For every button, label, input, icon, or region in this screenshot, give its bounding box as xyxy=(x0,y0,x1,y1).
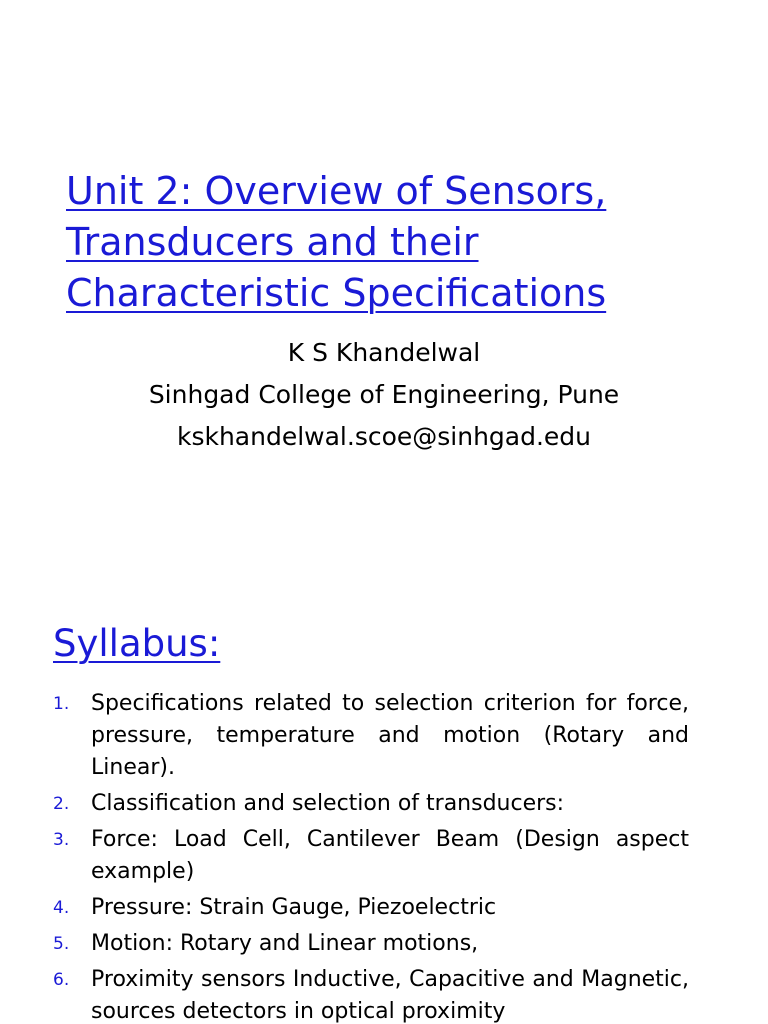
title-line-2[interactable]: Transducers and their xyxy=(66,220,479,264)
institution-name: Sinhgad College of Engineering, Pune xyxy=(148,380,620,409)
list-item-text: Specifications related to selection criterion for force, pressure, temperature and motion (Rotary and Linear). xyxy=(91,691,689,780)
list-item-number: 5. xyxy=(53,934,70,954)
list-item xyxy=(53,892,689,924)
list-item-number: 4. xyxy=(53,898,70,918)
title-line-1[interactable]: Unit 2: Overview of Sensors, xyxy=(66,169,607,213)
syllabus-slide xyxy=(0,600,768,1024)
syllabus-list xyxy=(53,688,689,1024)
list-item xyxy=(53,964,689,1024)
list-item-number: 1. xyxy=(53,694,70,714)
title-line-3[interactable]: Characteristic Specifications xyxy=(66,271,607,315)
syllabus-heading[interactable]: Syllabus: xyxy=(53,622,221,665)
list-item-text: Proximity sensors Inductive, Capacitive and Magnetic, sources detectors in optical proximity xyxy=(91,967,689,1024)
list-item-text: Motion: Rotary and Linear motions, xyxy=(91,931,479,956)
list-item xyxy=(53,928,689,960)
author-block xyxy=(0,332,768,458)
list-item-text: Classification and selection of transducers: xyxy=(91,791,565,816)
list-item xyxy=(53,824,689,888)
list-item xyxy=(53,688,689,784)
list-item-text: Pressure: Strain Gauge, Piezoelectric xyxy=(91,895,497,920)
author-email: kskhandelwal.scoe@sinhgad.edu xyxy=(176,422,592,451)
author-name: K S Khandelwal xyxy=(287,338,481,367)
list-item-number: 2. xyxy=(53,794,70,814)
list-item-text: Force: Load Cell, Cantilever Beam (Design aspect example) xyxy=(91,827,689,884)
list-item-number: 3. xyxy=(53,830,70,850)
slide-title[interactable] xyxy=(66,166,746,319)
list-item xyxy=(53,788,689,820)
list-item-number: 6. xyxy=(53,970,70,990)
